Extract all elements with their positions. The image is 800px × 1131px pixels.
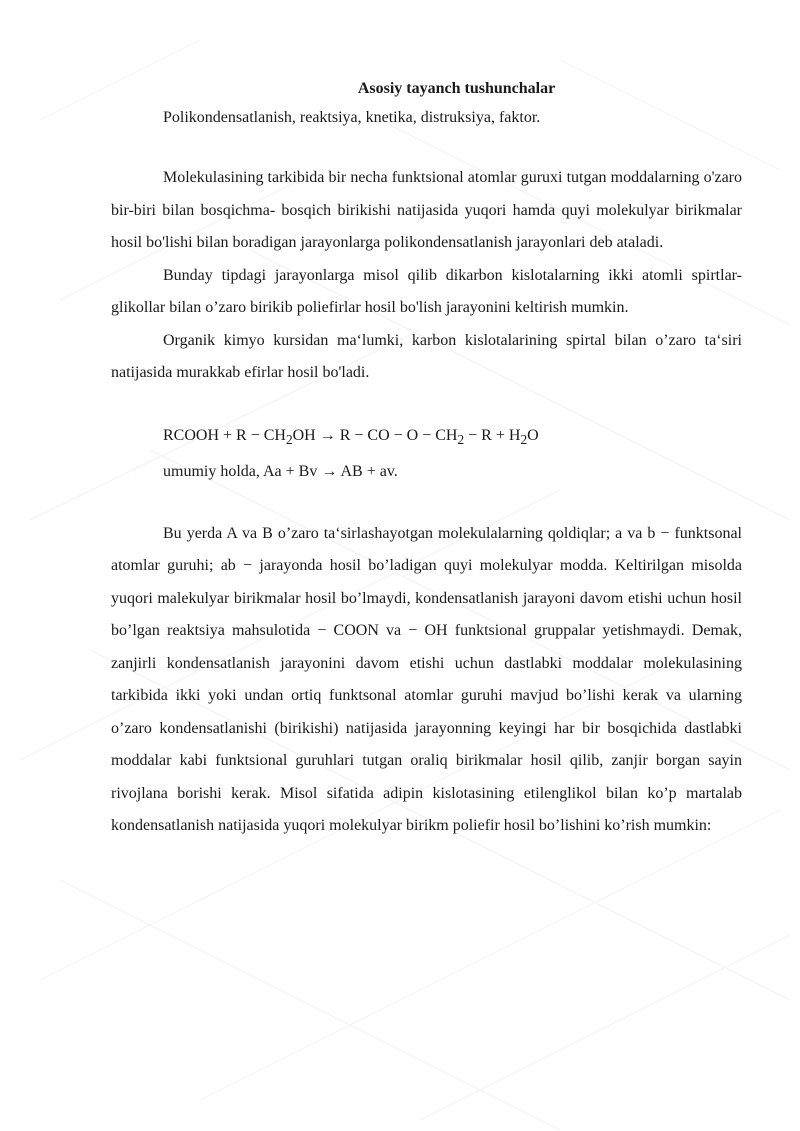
keywords-line: Polikondensatlanish, reaktsiya, knetika, distruksiya, faktor. — [163, 109, 541, 126]
general-formula: umumiy holda, Aa + Bv → AB + av. — [163, 462, 398, 480]
document-page — [111, 76, 742, 843]
reaction-formula: RCOOH + $R - CH_2OH \to R$ − CO − $O - CH_2 - R + H_2O$ — [163, 426, 539, 447]
paragraph-explanation: Bu yerda A va B o’zaro ta‘sirlashayotgan molekulalarning qoldiqlar; a va b − funktsonal atomlar guruhi; ab − jarayonda hosil bo’ladigan quyi molekulyar modda. Keltirilgan misolda yuqori malekulyar birikmalar hosil bo’lmaydi, kondensatlanish jarayoni davom etishi uchun hosil bo’lgan reaktsiya mahsulotida − COON va − OH funktsional gruppalar yetishmaydi. Demak, zanjirli kondensatlanish jarayonini davom etishi uchun dastlabki moddalar molekulasining tarkibida ikki yoki undan ortiq funktsonal atomlar guruhi mavjud bo’lishi kerak va ularning o’zaro kondensatlanishi (birikishi) natijasida jarayonning keyingi har bir bosqichida dastlabki moddalar kabi funktsional guruhlari tutgan oraliq birikmalar hosil qilib, zanjir borgan sayin rivojlana borishi kerak. Misol sifatida adipin kislotasining etilenglikol bilan ko’p martalab kondensatlanish natijasida yuqori molekulyar birikm poliefir hosil bo’lishini ko’rish mumkin: — [111, 524, 742, 835]
document-title: Asosiy tayanch tushunchalar — [357, 80, 556, 97]
paragraph-example: Bunday tipdagi jarayonlarga misol qilib dikarbon kislotalarning ikki atomli spirtlar-glikollar bilan o’zaro birikib poliefirlar hosil bo'lish jarayonini keltirish mumkin. — [111, 266, 742, 316]
paragraph-definition: Molekulasining tarkibida bir necha funktsional atomlar guruxi tutgan moddalarning o'zaro bir-biri bilan bosqichma- bosqich birikishi natijasida yuqori hamda quyi molekulyar birikmalar hosil bo'lishi bilan boradigan jarayonlarga polikondensatlanish jarayonlari deb ataladi. — [111, 169, 742, 251]
paragraph-organic: Organik kimyo kursidan ma‘lumki, karbon kislotalarining spirtal bilan o’zaro ta‘siri natijasida murakkab efirlar hosil bo'ladi. — [111, 331, 742, 381]
